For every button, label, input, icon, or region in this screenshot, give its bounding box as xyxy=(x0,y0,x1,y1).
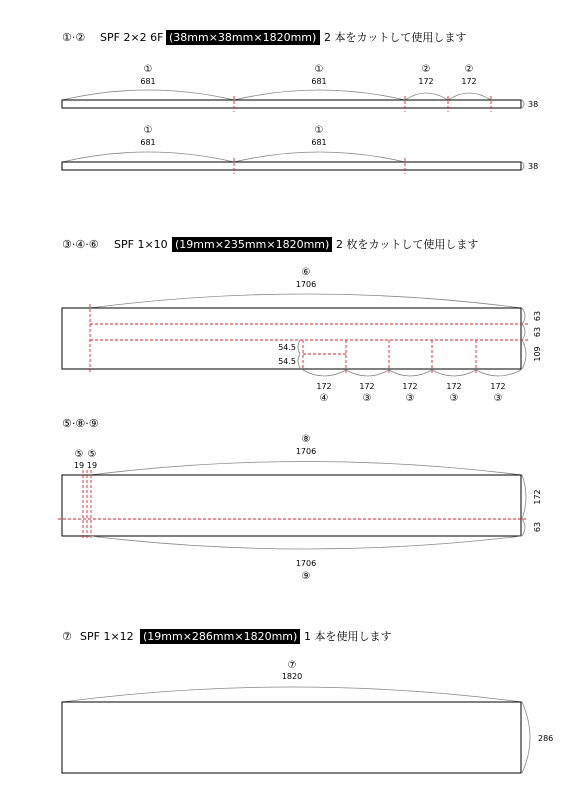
piece-length: 681 xyxy=(311,138,327,147)
dimension-arc xyxy=(303,370,346,376)
section-4-header xyxy=(62,629,392,644)
dimension-arc xyxy=(522,519,525,536)
piece-symbol: ③ xyxy=(449,393,459,404)
piece-symbol: ⑤ xyxy=(74,449,84,460)
thickness-label: 38 xyxy=(528,162,539,171)
section-4-prefix: ⑦ xyxy=(62,630,72,643)
dimension-arc xyxy=(389,370,432,376)
section-2-bottom-arcs xyxy=(303,370,521,376)
section-2-spec: (19mm×235mm×1820mm) xyxy=(175,238,330,251)
side-dimension: 172 xyxy=(533,489,542,505)
piece-symbol: ⑧ xyxy=(301,434,311,445)
piece-symbol: ⑤ xyxy=(87,449,97,460)
piece-length: 172 xyxy=(402,382,418,391)
piece-length: 172 xyxy=(359,382,375,391)
side-dimension: 286 xyxy=(538,734,554,743)
thickness-arc xyxy=(522,100,524,108)
dimension-arc xyxy=(432,370,476,376)
piece-symbol: ④ xyxy=(319,393,329,404)
piece-length: 1706 xyxy=(295,447,317,456)
section-1-header xyxy=(62,30,466,45)
dimension-arc xyxy=(522,308,525,324)
dimension-arc xyxy=(62,687,522,702)
piece-symbol: ② xyxy=(421,64,431,75)
section-4-board: SPF 1×12 xyxy=(80,630,134,643)
piece-length: 1706 xyxy=(295,280,317,289)
side-dimension: 63 xyxy=(533,310,542,322)
section-1-board-2 xyxy=(62,162,521,170)
piece-symbol: ① xyxy=(314,125,324,136)
section-1-prefix: ①·② xyxy=(62,31,86,44)
section-1-row-1-arcs xyxy=(62,90,491,100)
piece-length: 172 xyxy=(490,382,506,391)
dimension-arc xyxy=(476,370,521,376)
dimension-arc xyxy=(346,370,389,376)
section-4-spec: (19mm×286mm×1820mm) xyxy=(143,630,298,643)
section-2-board: SPF 1×10 xyxy=(114,238,168,251)
section-3-board xyxy=(62,475,521,536)
piece-symbol: ① xyxy=(143,64,153,75)
section-2-prefix: ③·④·⑥ xyxy=(62,238,99,251)
piece-symbol: ① xyxy=(314,64,324,75)
piece-symbol: ① xyxy=(143,125,153,136)
section-2-header xyxy=(62,237,478,252)
piece-symbol: ⑦ xyxy=(287,660,297,671)
piece-length: 681 xyxy=(140,138,156,147)
section-1-row-2-labels xyxy=(140,125,326,147)
piece-length: 172 xyxy=(446,382,462,391)
section-1-row-2-arcs xyxy=(62,152,405,162)
dimension-arc xyxy=(62,152,234,162)
section-1-board: SPF 2×2 6F xyxy=(100,31,164,44)
dimension-arc xyxy=(522,702,530,773)
dimension-arc xyxy=(522,340,526,369)
dimension-arc xyxy=(522,324,525,340)
section-2-suffix: 2 枚をカットして使用します xyxy=(336,238,479,251)
piece-symbol: ③ xyxy=(493,393,503,404)
section-2-bottom-labels xyxy=(316,382,505,404)
section-3-prefix: ⑤·⑧·⑨ xyxy=(62,417,99,430)
section-1-suffix: 2 本をカットして使用します xyxy=(324,31,467,44)
piece-symbol: ③ xyxy=(362,393,372,404)
dimension-arc xyxy=(62,90,234,100)
piece-length: 681 xyxy=(311,77,327,86)
piece-symbol: ③ xyxy=(405,393,415,404)
piece-length: 172 xyxy=(461,77,477,86)
piece-symbol: ② xyxy=(464,64,474,75)
piece-symbol: ⑨ xyxy=(301,571,311,582)
dimension-arc xyxy=(90,294,522,308)
inner-dimension: 54.5 xyxy=(278,357,296,366)
piece-length: 172 xyxy=(316,382,332,391)
section-4-board xyxy=(62,702,521,773)
dimension-arc xyxy=(448,93,491,100)
piece-length: 172 xyxy=(418,77,434,86)
inner-dimension: 54.5 xyxy=(278,343,296,352)
dimension-arc xyxy=(522,475,526,519)
piece-length: 19 xyxy=(73,461,85,470)
side-dimension: 63 xyxy=(533,326,542,338)
piece-length: 19 xyxy=(86,461,98,470)
section-1-row-1-labels xyxy=(140,64,476,86)
piece-length: 1820 xyxy=(281,672,303,681)
dimension-arc xyxy=(234,152,405,162)
piece-length: 1706 xyxy=(295,559,317,568)
piece-symbol: ⑥ xyxy=(301,267,311,278)
side-dimension: 63 xyxy=(533,521,542,533)
dimension-arc xyxy=(90,462,522,476)
side-dimension: 109 xyxy=(533,346,542,362)
dimension-arc xyxy=(405,93,448,100)
section-1-spec: (38mm×38mm×1820mm) xyxy=(169,31,317,44)
section-4-suffix: 1 本を使用します xyxy=(304,630,392,643)
thickness-arc xyxy=(522,162,524,170)
piece-length: 681 xyxy=(140,77,156,86)
section-1-board-1 xyxy=(62,100,521,108)
dimension-arc xyxy=(90,536,522,549)
thickness-label: 38 xyxy=(528,100,539,109)
dimension-arc xyxy=(234,90,405,100)
